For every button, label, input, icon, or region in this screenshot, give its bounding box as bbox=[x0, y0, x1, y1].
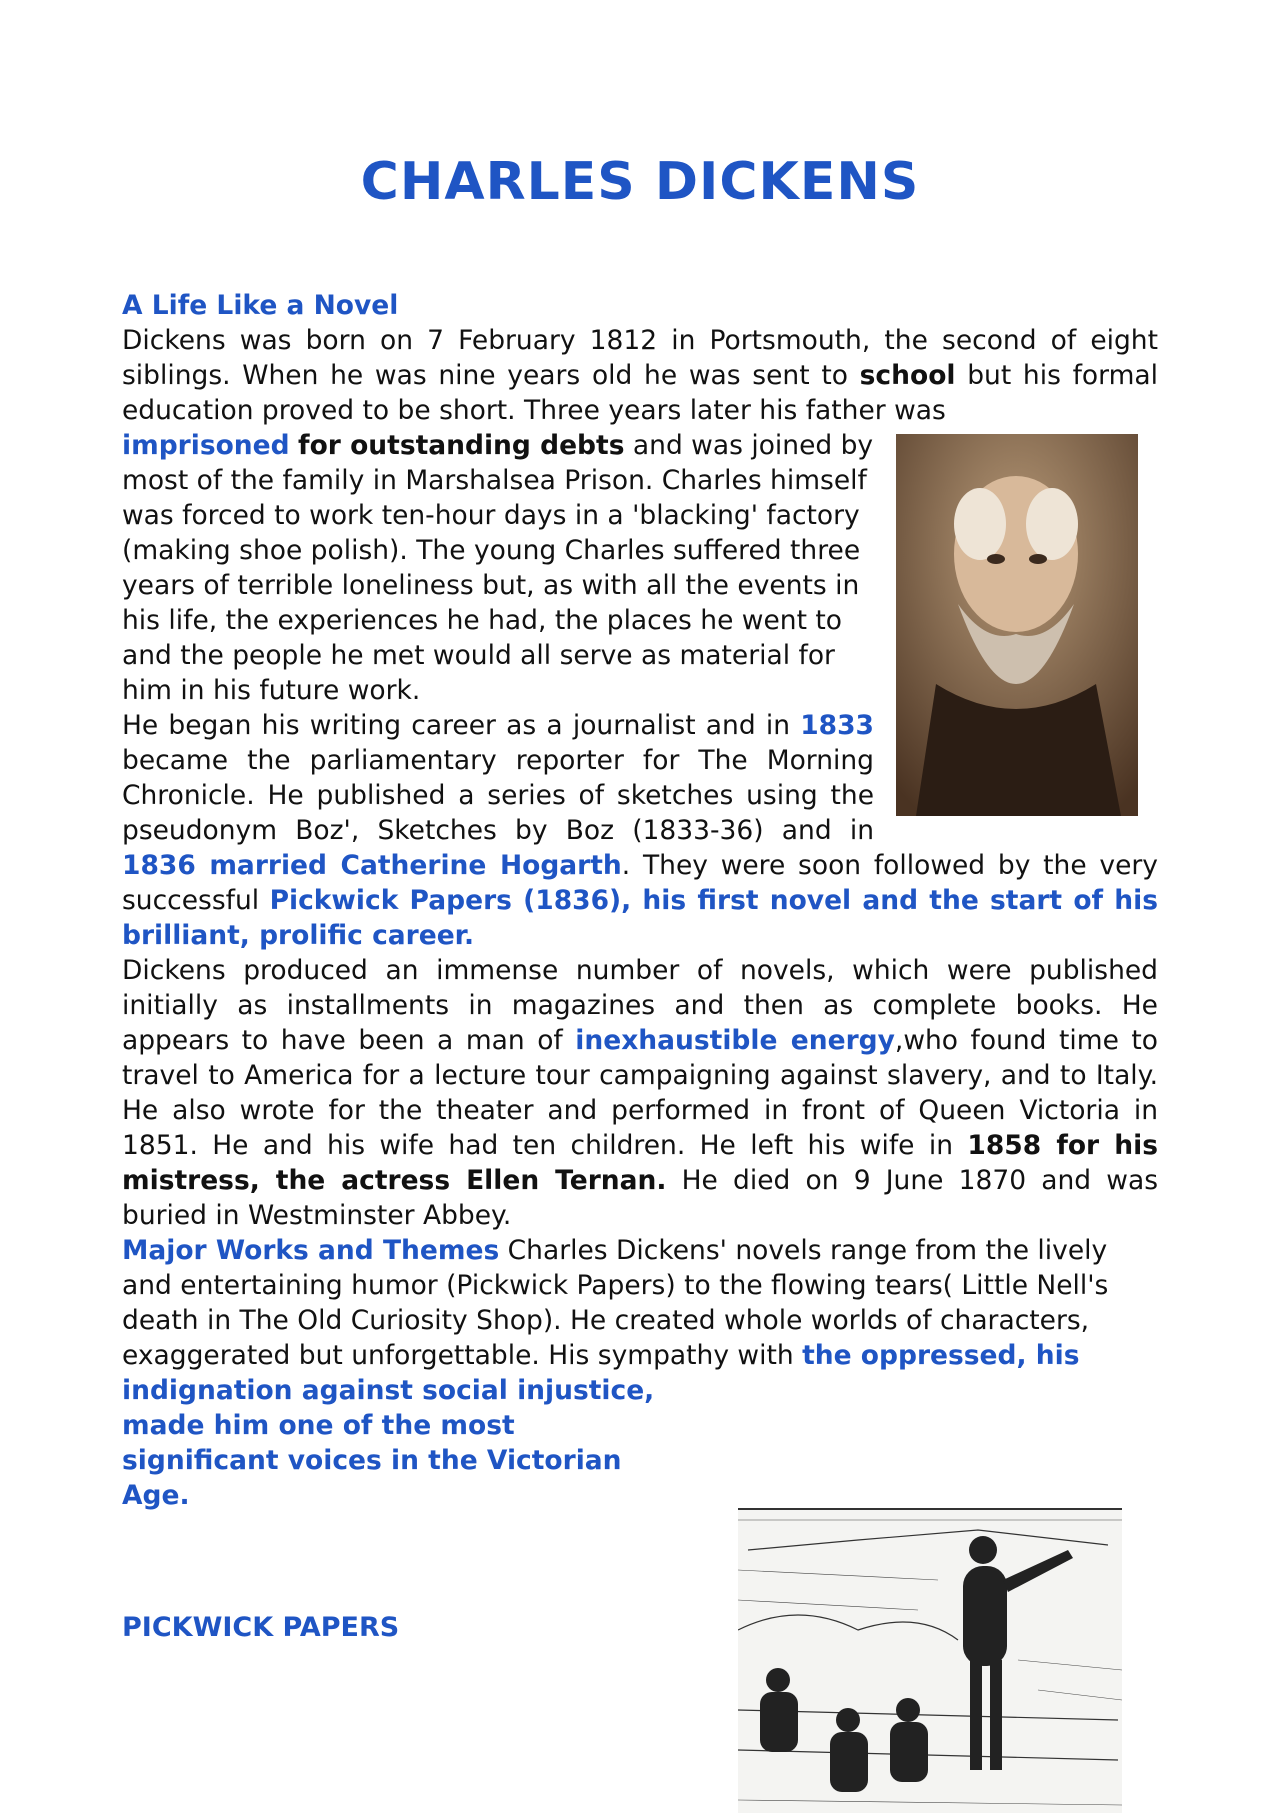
paragraph-early-life bbox=[122, 323, 1158, 428]
text-run: became the parliamentary reporter for The Morning Chronicle. He published a series of sketches using the pseudonym Boz', Sketches by Boz (1833-36) and in bbox=[122, 745, 874, 846]
text-run: He died on 9 June 1870 and was buried in Westminster Abbey. bbox=[122, 1165, 1158, 1231]
section-heading-life: A Life Like a Novel bbox=[122, 290, 399, 321]
section-heading-major-works: Major Works and Themes bbox=[122, 1235, 500, 1266]
text-run: but his formal education proved to be short. Three years later his father was bbox=[122, 360, 1158, 426]
text-emphasis-school: school bbox=[859, 360, 956, 391]
text-run: Dickens produced an immense number of novels, which were published initially as installments in magazines and then as complete books. He appears to have been a man of bbox=[122, 955, 1158, 1056]
text-emphasis-line: Age. bbox=[122, 1480, 190, 1511]
paragraph-major-works bbox=[122, 1233, 1158, 1513]
text-emphasis-mistress: 1858 for his mistress, the actress Ellen Ternan. bbox=[122, 1130, 1159, 1196]
text-emphasis-line: made him one of the most bbox=[122, 1410, 515, 1441]
section-heading-pickwick: PICKWICK PAPERS bbox=[122, 1612, 400, 1643]
page-title: CHARLES DICKENS bbox=[360, 152, 920, 212]
dickens-portrait-image bbox=[896, 434, 1138, 816]
text-run bbox=[290, 430, 298, 461]
text-emphasis-pickwick: Pickwick Papers (1836), his first novel and the start of his brilliant, prolific career. bbox=[122, 885, 1158, 951]
pickwick-illustration-image bbox=[738, 1508, 1122, 1813]
text-emphasis-1833: 1833 bbox=[800, 710, 874, 741]
article-body bbox=[122, 288, 1158, 1513]
text-run: Charles Dickens' novels range from the lively and entertaining humor (Pickwick Papers) to the flowing tears( Little Nell's death in The Old Curiosity Shop). He created whole worlds of characters, exaggerated but unforgettable. His sympathy with bbox=[122, 1235, 1109, 1371]
text-run: He began his writing career as a journalist and in bbox=[122, 710, 801, 741]
text-emphasis-imprisoned: imprisoned bbox=[122, 430, 290, 461]
text-emphasis-line: significant voices in the Victorian bbox=[122, 1445, 622, 1476]
text-emphasis-debts: for outstanding debts bbox=[298, 430, 625, 461]
text-emphasis-married: 1836 married Catherine Hogarth bbox=[122, 850, 622, 881]
text-run: . They were soon followed by the very successful bbox=[122, 850, 1158, 916]
text-emphasis-oppressed: the oppressed, his indignation against social injustice, bbox=[122, 1340, 1080, 1406]
text-emphasis-energy: inexhaustible energy bbox=[575, 1025, 895, 1056]
text-run: and was joined by most of the family in Marshalsea Prison. Charles himself was forced to work ten-hour days in a 'blacking' factory (making shoe polish). The young Charles suffered three years of terrible loneliness but, as with all the events in his life, the experiences he had, the places he went to and the people he met would all serve as material for him in his future work. bbox=[122, 430, 874, 706]
text-run: Dickens was born on 7 February 1812 in Portsmouth, the second of eight siblings. When he was nine years old he was sent to bbox=[122, 325, 1158, 391]
text-run: ,who found time to travel to America for a lecture tour campaigning against slavery, and to Italy. He also wrote for the theater and performed in front of Queen Victoria in 1851. He and his wife had ten children. He left his wife in bbox=[122, 1025, 1159, 1161]
paragraph-novels bbox=[122, 953, 1158, 1233]
